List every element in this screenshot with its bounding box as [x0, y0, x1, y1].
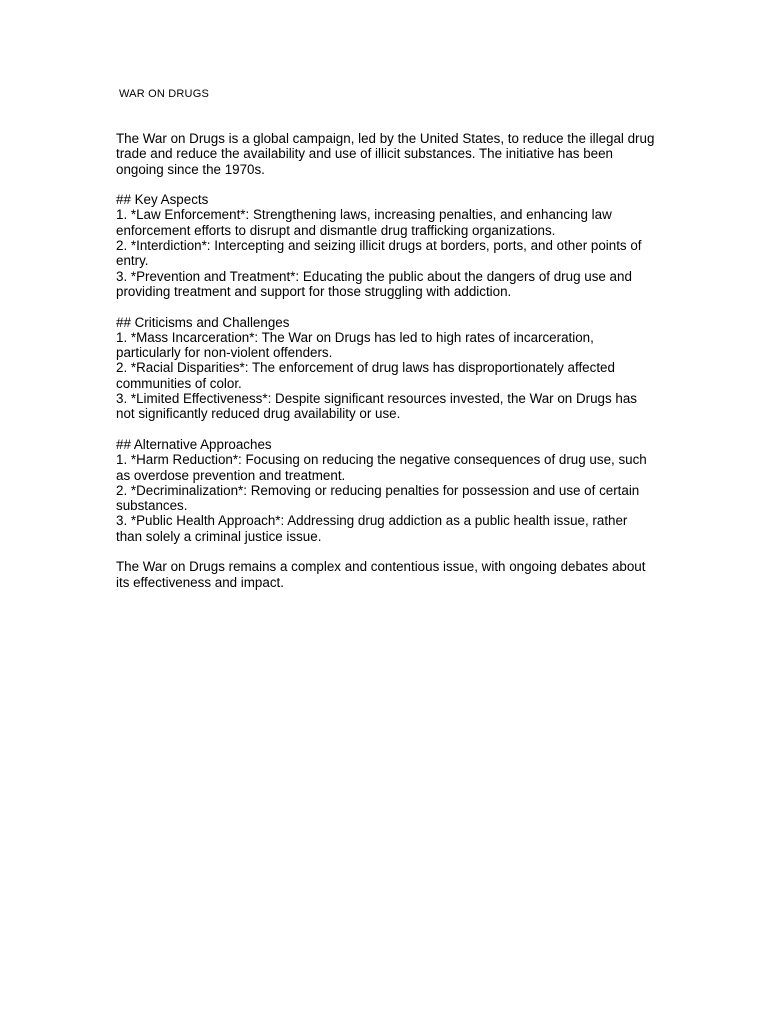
section-alternative-approaches: [116, 437, 656, 544]
conclusion-paragraph: The War on Drugs remains a complex and contentious issue, with ongoing debates about its effectiveness and impact.: [116, 559, 646, 590]
list-item: 2. *Interdiction*: Intercepting and seizing illicit drugs at borders, ports, and other points of entry.: [116, 238, 642, 269]
list-item: 1. *Law Enforcement*: Strengthening laws, increasing penalties, and enhancing law enforcement efforts to disrupt and dismantle drug trafficking organizations.: [116, 207, 612, 238]
list-item: 3. *Limited Effectiveness*: Despite significant resources invested, the War on Drugs has not significantly reduced drug availability or use.: [116, 391, 637, 422]
section-heading: ## Criticisms and Challenges: [116, 314, 290, 330]
list-item: 3. *Public Health Approach*: Addressing drug addiction as a public health issue, rather than solely a criminal justice issue.: [116, 513, 628, 544]
list-item: 1. *Mass Incarceration*: The War on Drugs has led to high rates of incarceration, particularly for non-violent offenders.: [116, 329, 594, 361]
document-body: [116, 131, 656, 605]
section-key-aspects: [116, 192, 656, 299]
intro-paragraph: The War on Drugs is a global campaign, led by the United States, to reduce the illegal drug trade and reduce the availability and use of illicit substances. The initiative has been ongoing since the 1970s.: [116, 131, 655, 177]
list-item: 2. *Racial Disparities*: The enforcement of drug laws has disproportionately affected communities of color.: [116, 360, 615, 391]
list-item: 2. *Decriminalization*: Removing or reducing penalties for possession and use of certain substances.: [116, 482, 640, 514]
section-criticisms-and-challenges: [116, 315, 656, 422]
document-title: WAR ON DRUGS: [119, 88, 209, 100]
list-item: 1. *Harm Reduction*: Focusing on reducing the negative consequences of drug use, such as overdose prevention and treatment.: [116, 452, 647, 483]
section-heading: ## Key Aspects: [116, 192, 209, 208]
list-item: 3. *Prevention and Treatment*: Educating the public about the dangers of drug use and providing treatment and support for those struggling with addiction.: [116, 268, 632, 299]
section-heading: ## Alternative Approaches: [116, 436, 272, 452]
